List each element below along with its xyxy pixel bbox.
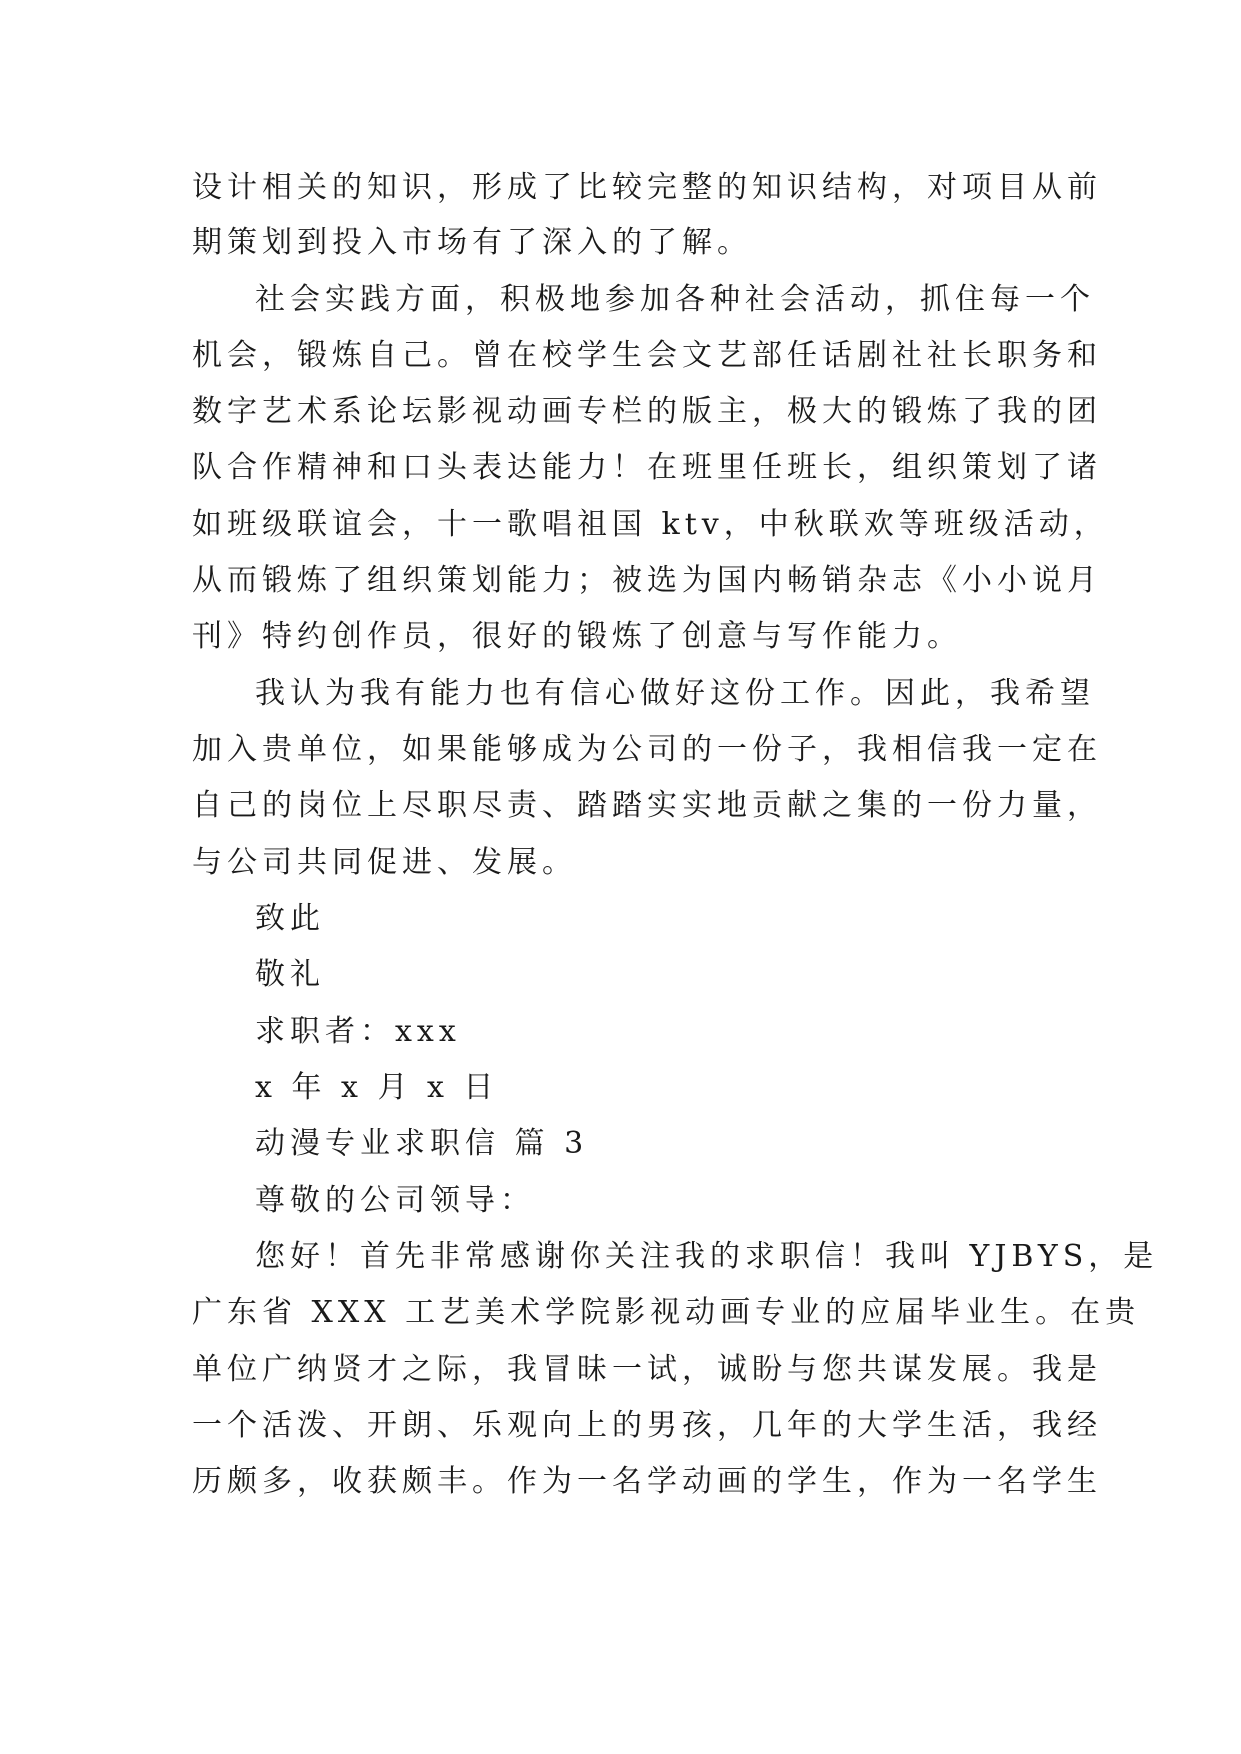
paragraph-first-line: 您好！首先非常感谢你关注我的求职信！我叫 YJBYS，是 bbox=[255, 1239, 1159, 1274]
text-line: 加入贵单位，如果能够成为公司的一份子，我相信我一定在 bbox=[192, 732, 1102, 767]
text-line: 自己的岗位上尽职尽责、踏踏实实地贡献之集的一份力量， bbox=[192, 788, 1102, 823]
paragraph-first-line: 我认为我有能力也有信心做好这份工作。因此，我希望 bbox=[255, 676, 1095, 711]
text-line: 与公司共同促进、发展。 bbox=[192, 845, 577, 880]
text-line: 历颇多，收获颇丰。作为一名学动画的学生，作为一名学生 bbox=[192, 1464, 1102, 1499]
text-line: 广东省 XXX 工艺美术学院影视动画专业的应届毕业生。在贵 bbox=[192, 1295, 1141, 1330]
text-line: 从而锻炼了组织策划能力；被选为国内畅销杂志《小小说月 bbox=[192, 563, 1102, 598]
paragraph-first-line: 社会实践方面，积极地参加各种社会活动，抓住每一个 bbox=[255, 282, 1095, 317]
text-line: 期策划到投入市场有了深入的了解。 bbox=[192, 225, 752, 260]
closing-line: 敬礼 bbox=[255, 957, 325, 992]
date-line: x 年 x 月 x 日 bbox=[255, 1070, 499, 1105]
text-line: 机会，锻炼自己。曾在校学生会文艺部任话剧社社长职务和 bbox=[192, 338, 1102, 373]
text-line: 如班级联谊会，十一歌唱祖国 ktv，中秋联欢等班级活动， bbox=[192, 507, 1109, 542]
text-line: 数字艺术系论坛影视动画专栏的版主，极大的锻炼了我的团 bbox=[192, 394, 1102, 429]
section-heading: 动漫专业求职信 篇 3 bbox=[255, 1126, 589, 1161]
salutation-line: 尊敬的公司领导： bbox=[255, 1183, 535, 1218]
signature-line: 求职者：xxx bbox=[255, 1014, 461, 1049]
text-line: 刊》特约创作员，很好的锻炼了创意与写作能力。 bbox=[192, 619, 962, 654]
text-line: 队合作精神和口头表达能力！在班里任班长，组织策划了诸 bbox=[192, 450, 1102, 485]
text-line: 设计相关的知识，形成了比较完整的知识结构，对项目从前 bbox=[192, 170, 1102, 205]
closing-line: 致此 bbox=[255, 901, 325, 936]
text-line: 一个活泼、开朗、乐观向上的男孩，几年的大学生活，我经 bbox=[192, 1408, 1102, 1443]
text-line: 单位广纳贤才之际，我冒昧一试，诚盼与您共谋发展。我是 bbox=[192, 1352, 1102, 1387]
